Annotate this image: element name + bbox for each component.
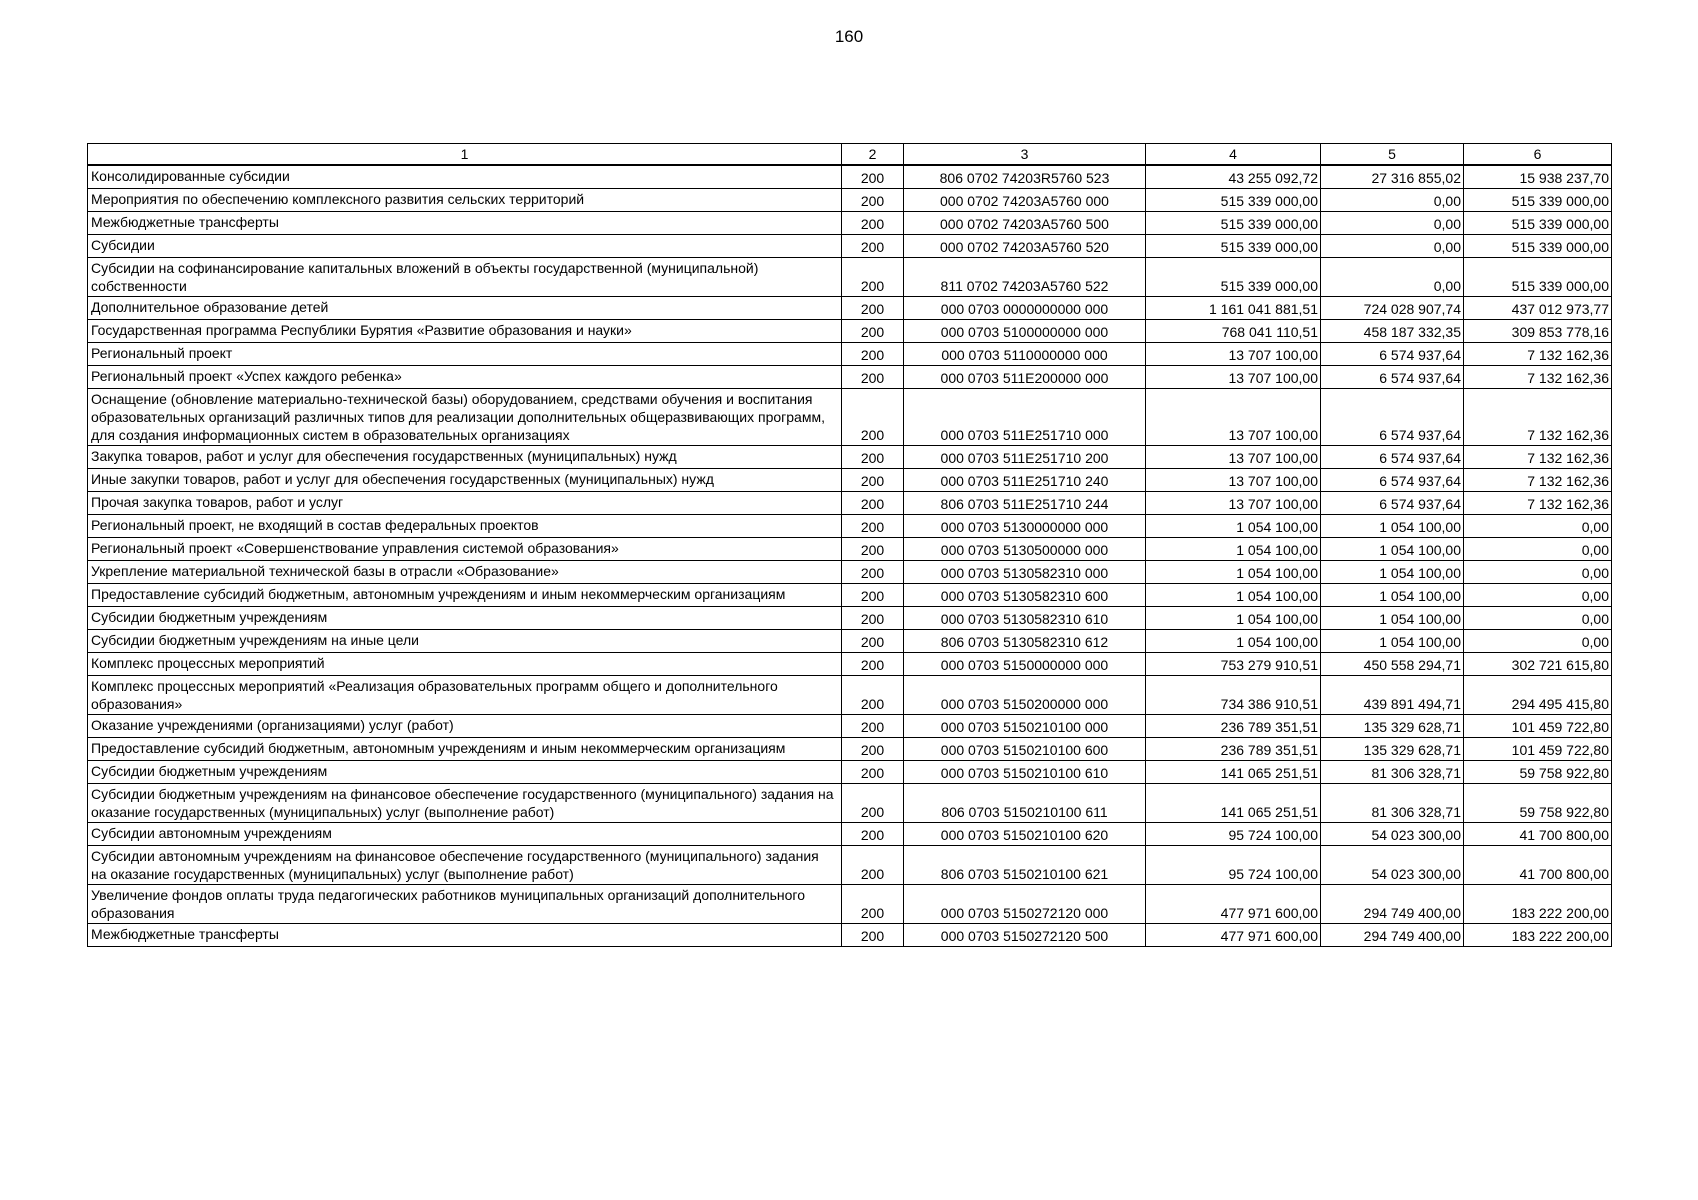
- table-row: [88, 343, 1612, 366]
- row-line-code: 200: [842, 165, 904, 189]
- row-executed-amount: 135 329 628,71: [1321, 738, 1464, 761]
- row-approved-amount: 515 339 000,00: [1146, 212, 1321, 235]
- column-header: 2: [842, 144, 904, 166]
- row-line-code: 200: [842, 561, 904, 584]
- row-line-code: 200: [842, 823, 904, 846]
- row-unexecuted-amount: 7 132 162,36: [1464, 389, 1612, 446]
- row-unexecuted-amount: 515 339 000,00: [1464, 189, 1612, 212]
- row-approved-amount: 236 789 351,51: [1146, 715, 1321, 738]
- row-line-code: 200: [842, 389, 904, 446]
- row-line-code: 200: [842, 212, 904, 235]
- row-executed-amount: 294 749 400,00: [1321, 924, 1464, 947]
- row-name: Региональный проект, не входящий в состав федеральных проектов: [88, 515, 842, 538]
- row-budget-code: 000 0703 0000000000 000: [904, 297, 1146, 320]
- row-name: Межбюджетные трансферты: [88, 924, 842, 947]
- row-approved-amount: 515 339 000,00: [1146, 189, 1321, 212]
- row-executed-amount: 6 574 937,64: [1321, 366, 1464, 389]
- table-row: [88, 924, 1612, 947]
- row-unexecuted-amount: 294 495 415,80: [1464, 676, 1612, 715]
- row-name: Увеличение фондов оплаты труда педагогических работников муниципальных организаций дополнительного образования: [88, 885, 842, 924]
- row-line-code: 200: [842, 258, 904, 297]
- table-row: [88, 738, 1612, 761]
- row-unexecuted-amount: 515 339 000,00: [1464, 258, 1612, 297]
- row-budget-code: 806 0703 5130582310 612: [904, 630, 1146, 653]
- row-approved-amount: 1 054 100,00: [1146, 515, 1321, 538]
- row-name: Мероприятия по обеспечению комплексного развития сельских территорий: [88, 189, 842, 212]
- row-unexecuted-amount: 41 700 800,00: [1464, 846, 1612, 885]
- row-budget-code: 000 0703 5130500000 000: [904, 538, 1146, 561]
- table-row: [88, 823, 1612, 846]
- row-unexecuted-amount: 7 132 162,36: [1464, 446, 1612, 469]
- row-unexecuted-amount: 0,00: [1464, 538, 1612, 561]
- row-budget-code: 806 0702 74203R5760 523: [904, 165, 1146, 189]
- row-unexecuted-amount: 101 459 722,80: [1464, 738, 1612, 761]
- row-budget-code: 806 0703 511E251710 244: [904, 492, 1146, 515]
- row-budget-code: 000 0703 5100000000 000: [904, 320, 1146, 343]
- row-executed-amount: 1 054 100,00: [1321, 515, 1464, 538]
- row-executed-amount: 54 023 300,00: [1321, 846, 1464, 885]
- row-approved-amount: 13 707 100,00: [1146, 389, 1321, 446]
- row-budget-code: 000 0703 5130582310 600: [904, 584, 1146, 607]
- row-executed-amount: 1 054 100,00: [1321, 538, 1464, 561]
- row-approved-amount: 13 707 100,00: [1146, 492, 1321, 515]
- row-name: Субсидии бюджетным учреждениям на финансовое обеспечение государственного (муниципального) задания на оказание государственных (муниципальных) услуг (выполнение работ): [88, 784, 842, 823]
- table-row: [88, 235, 1612, 258]
- table-body: [88, 165, 1612, 947]
- row-name: Оказание учреждениями (организациями) услуг (работ): [88, 715, 842, 738]
- row-executed-amount: 450 558 294,71: [1321, 653, 1464, 676]
- row-line-code: 200: [842, 846, 904, 885]
- row-line-code: 200: [842, 784, 904, 823]
- row-name: Иные закупки товаров, работ и услуг для обеспечения государственных (муниципальных) нужд: [88, 469, 842, 492]
- table-row: [88, 469, 1612, 492]
- row-budget-code: 000 0703 5150210100 620: [904, 823, 1146, 846]
- row-budget-code: 000 0703 5130582310 000: [904, 561, 1146, 584]
- row-executed-amount: 6 574 937,64: [1321, 492, 1464, 515]
- row-unexecuted-amount: 7 132 162,36: [1464, 366, 1612, 389]
- row-approved-amount: 1 054 100,00: [1146, 630, 1321, 653]
- row-executed-amount: 458 187 332,35: [1321, 320, 1464, 343]
- row-budget-code: 000 0703 511E251710 200: [904, 446, 1146, 469]
- column-header: 1: [88, 144, 842, 166]
- table-row: [88, 607, 1612, 630]
- row-name: Региональный проект «Совершенствование управления системой образования»: [88, 538, 842, 561]
- row-executed-amount: 0,00: [1321, 258, 1464, 297]
- row-unexecuted-amount: 0,00: [1464, 584, 1612, 607]
- row-unexecuted-amount: 7 132 162,36: [1464, 343, 1612, 366]
- row-executed-amount: 6 574 937,64: [1321, 389, 1464, 446]
- row-name: Оснащение (обновление материально-технической базы) оборудованием, средствами обучения и воспитания образовательных организаций различных типов для реализации дополнительных общеразвивающих программ, для создания информационных систем в образовательных организациях: [88, 389, 842, 446]
- row-executed-amount: 6 574 937,64: [1321, 469, 1464, 492]
- table-header-row: [88, 144, 1612, 166]
- row-approved-amount: 515 339 000,00: [1146, 235, 1321, 258]
- row-approved-amount: 13 707 100,00: [1146, 469, 1321, 492]
- row-unexecuted-amount: 183 222 200,00: [1464, 885, 1612, 924]
- column-header: 4: [1146, 144, 1321, 166]
- row-budget-code: 000 0703 5150200000 000: [904, 676, 1146, 715]
- row-executed-amount: 0,00: [1321, 235, 1464, 258]
- row-executed-amount: 27 316 855,02: [1321, 165, 1464, 189]
- row-approved-amount: 1 054 100,00: [1146, 538, 1321, 561]
- row-executed-amount: 1 054 100,00: [1321, 630, 1464, 653]
- row-executed-amount: 6 574 937,64: [1321, 446, 1464, 469]
- row-approved-amount: 141 065 251,51: [1146, 761, 1321, 784]
- table-row: [88, 784, 1612, 823]
- table-row: [88, 761, 1612, 784]
- row-name: Субсидии автономным учреждениям на финансовое обеспечение государственного (муниципального) задания на оказание государственных (муниципальных) услуг (выполнение работ): [88, 846, 842, 885]
- table-row: [88, 653, 1612, 676]
- table-row: [88, 389, 1612, 446]
- column-header: 5: [1321, 144, 1464, 166]
- table-row: [88, 846, 1612, 885]
- row-unexecuted-amount: 41 700 800,00: [1464, 823, 1612, 846]
- row-unexecuted-amount: 101 459 722,80: [1464, 715, 1612, 738]
- table-row: [88, 189, 1612, 212]
- row-budget-code: 000 0703 5130000000 000: [904, 515, 1146, 538]
- row-line-code: 200: [842, 492, 904, 515]
- row-line-code: 200: [842, 715, 904, 738]
- row-line-code: 200: [842, 189, 904, 212]
- row-approved-amount: 13 707 100,00: [1146, 446, 1321, 469]
- row-line-code: 200: [842, 653, 904, 676]
- row-unexecuted-amount: 59 758 922,80: [1464, 784, 1612, 823]
- row-line-code: 200: [842, 538, 904, 561]
- row-budget-code: 000 0703 511E251710 000: [904, 389, 1146, 446]
- row-approved-amount: 768 041 110,51: [1146, 320, 1321, 343]
- row-name: Государственная программа Республики Бурятия «Развитие образования и науки»: [88, 320, 842, 343]
- row-line-code: 200: [842, 584, 904, 607]
- table-row: [88, 446, 1612, 469]
- row-line-code: 200: [842, 607, 904, 630]
- row-name: Закупка товаров, работ и услуг для обеспечения государственных (муниципальных) нужд: [88, 446, 842, 469]
- row-line-code: 200: [842, 924, 904, 947]
- table-row: [88, 676, 1612, 715]
- row-name: Комплекс процессных мероприятий: [88, 653, 842, 676]
- row-unexecuted-amount: 15 938 237,70: [1464, 165, 1612, 189]
- row-unexecuted-amount: 302 721 615,80: [1464, 653, 1612, 676]
- row-line-code: 200: [842, 366, 904, 389]
- row-line-code: 200: [842, 320, 904, 343]
- row-unexecuted-amount: 0,00: [1464, 630, 1612, 653]
- row-executed-amount: 81 306 328,71: [1321, 784, 1464, 823]
- row-name: Консолидированные субсидии: [88, 165, 842, 189]
- row-name: Субсидии на софинансирование капитальных вложений в объекты государственной (муниципальной) собственности: [88, 258, 842, 297]
- row-budget-code: 806 0703 5150210100 611: [904, 784, 1146, 823]
- row-budget-code: 000 0703 5150000000 000: [904, 653, 1146, 676]
- row-unexecuted-amount: 515 339 000,00: [1464, 235, 1612, 258]
- row-executed-amount: 1 054 100,00: [1321, 561, 1464, 584]
- row-approved-amount: 141 065 251,51: [1146, 784, 1321, 823]
- row-unexecuted-amount: 59 758 922,80: [1464, 761, 1612, 784]
- table-row: [88, 630, 1612, 653]
- page-number: 160: [834, 27, 864, 46]
- row-name: Предоставление субсидий бюджетным, автономным учреждениям и иным некоммерческим организациям: [88, 738, 842, 761]
- row-line-code: 200: [842, 235, 904, 258]
- row-unexecuted-amount: 0,00: [1464, 561, 1612, 584]
- row-approved-amount: 1 054 100,00: [1146, 561, 1321, 584]
- row-line-code: 200: [842, 446, 904, 469]
- column-header: 3: [904, 144, 1146, 166]
- row-approved-amount: 236 789 351,51: [1146, 738, 1321, 761]
- row-executed-amount: 1 054 100,00: [1321, 584, 1464, 607]
- row-budget-code: 000 0703 5150210100 000: [904, 715, 1146, 738]
- row-line-code: 200: [842, 469, 904, 492]
- row-unexecuted-amount: 515 339 000,00: [1464, 212, 1612, 235]
- row-budget-code: 000 0703 511E200000 000: [904, 366, 1146, 389]
- table-row: [88, 366, 1612, 389]
- table-row: [88, 515, 1612, 538]
- row-executed-amount: 0,00: [1321, 189, 1464, 212]
- row-budget-code: 000 0703 5110000000 000: [904, 343, 1146, 366]
- table-row: [88, 715, 1612, 738]
- row-unexecuted-amount: 7 132 162,36: [1464, 469, 1612, 492]
- table-row: [88, 258, 1612, 297]
- row-name: Субсидии бюджетным учреждениям: [88, 607, 842, 630]
- column-header: 6: [1464, 144, 1612, 166]
- row-unexecuted-amount: 0,00: [1464, 515, 1612, 538]
- row-executed-amount: 1 054 100,00: [1321, 607, 1464, 630]
- row-unexecuted-amount: 437 012 973,77: [1464, 297, 1612, 320]
- row-name: Прочая закупка товаров, работ и услуг: [88, 492, 842, 515]
- table-row: [88, 885, 1612, 924]
- row-name: Комплекс процессных мероприятий «Реализация образовательных программ общего и дополнительного образования»: [88, 676, 842, 715]
- table-row: [88, 297, 1612, 320]
- row-budget-code: 000 0702 74203A5760 000: [904, 189, 1146, 212]
- row-line-code: 200: [842, 630, 904, 653]
- row-approved-amount: 734 386 910,51: [1146, 676, 1321, 715]
- row-line-code: 200: [842, 885, 904, 924]
- row-name: Предоставление субсидий бюджетным, автономным учреждениям и иным некоммерческим организациям: [88, 584, 842, 607]
- row-approved-amount: 477 971 600,00: [1146, 924, 1321, 947]
- row-line-code: 200: [842, 515, 904, 538]
- row-line-code: 200: [842, 343, 904, 366]
- row-budget-code: 000 0703 5150210100 610: [904, 761, 1146, 784]
- row-name: Региональный проект: [88, 343, 842, 366]
- row-executed-amount: 724 028 907,74: [1321, 297, 1464, 320]
- row-approved-amount: 13 707 100,00: [1146, 343, 1321, 366]
- row-approved-amount: 13 707 100,00: [1146, 366, 1321, 389]
- row-approved-amount: 753 279 910,51: [1146, 653, 1321, 676]
- row-budget-code: 000 0702 74203A5760 500: [904, 212, 1146, 235]
- table-row: [88, 165, 1612, 189]
- row-line-code: 200: [842, 676, 904, 715]
- table-row: [88, 492, 1612, 515]
- row-approved-amount: 1 161 041 881,51: [1146, 297, 1321, 320]
- row-approved-amount: 515 339 000,00: [1146, 258, 1321, 297]
- table-row: [88, 561, 1612, 584]
- row-line-code: 200: [842, 761, 904, 784]
- row-budget-code: 000 0703 511E251710 240: [904, 469, 1146, 492]
- row-name: Укрепление материальной технической базы в отрасли «Образование»: [88, 561, 842, 584]
- row-budget-code: 000 0703 5130582310 610: [904, 607, 1146, 630]
- row-approved-amount: 1 054 100,00: [1146, 584, 1321, 607]
- row-name: Межбюджетные трансферты: [88, 212, 842, 235]
- row-line-code: 200: [842, 738, 904, 761]
- row-budget-code: 000 0703 5150272120 500: [904, 924, 1146, 947]
- row-approved-amount: 95 724 100,00: [1146, 846, 1321, 885]
- row-name: Региональный проект «Успех каждого ребенка»: [88, 366, 842, 389]
- row-line-code: 200: [842, 297, 904, 320]
- row-budget-code: 000 0703 5150272120 000: [904, 885, 1146, 924]
- row-approved-amount: 95 724 100,00: [1146, 823, 1321, 846]
- row-executed-amount: 0,00: [1321, 212, 1464, 235]
- row-budget-code: 806 0703 5150210100 621: [904, 846, 1146, 885]
- row-approved-amount: 1 054 100,00: [1146, 607, 1321, 630]
- row-name: Субсидии: [88, 235, 842, 258]
- row-unexecuted-amount: 309 853 778,16: [1464, 320, 1612, 343]
- row-name: Дополнительное образование детей: [88, 297, 842, 320]
- row-executed-amount: 6 574 937,64: [1321, 343, 1464, 366]
- row-unexecuted-amount: 7 132 162,36: [1464, 492, 1612, 515]
- row-name: Субсидии бюджетным учреждениям на иные цели: [88, 630, 842, 653]
- budget-execution-table: [87, 143, 1612, 947]
- row-executed-amount: 135 329 628,71: [1321, 715, 1464, 738]
- table-row: [88, 538, 1612, 561]
- row-name: Субсидии бюджетным учреждениям: [88, 761, 842, 784]
- row-executed-amount: 54 023 300,00: [1321, 823, 1464, 846]
- row-unexecuted-amount: 183 222 200,00: [1464, 924, 1612, 947]
- table-row: [88, 320, 1612, 343]
- table-row: [88, 212, 1612, 235]
- row-executed-amount: 81 306 328,71: [1321, 761, 1464, 784]
- table-row: [88, 584, 1612, 607]
- row-executed-amount: 294 749 400,00: [1321, 885, 1464, 924]
- row-approved-amount: 43 255 092,72: [1146, 165, 1321, 189]
- row-approved-amount: 477 971 600,00: [1146, 885, 1321, 924]
- row-unexecuted-amount: 0,00: [1464, 607, 1612, 630]
- row-budget-code: 000 0702 74203A5760 520: [904, 235, 1146, 258]
- row-executed-amount: 439 891 494,71: [1321, 676, 1464, 715]
- row-name: Субсидии автономным учреждениям: [88, 823, 842, 846]
- row-budget-code: 000 0703 5150210100 600: [904, 738, 1146, 761]
- row-budget-code: 811 0702 74203A5760 522: [904, 258, 1146, 297]
